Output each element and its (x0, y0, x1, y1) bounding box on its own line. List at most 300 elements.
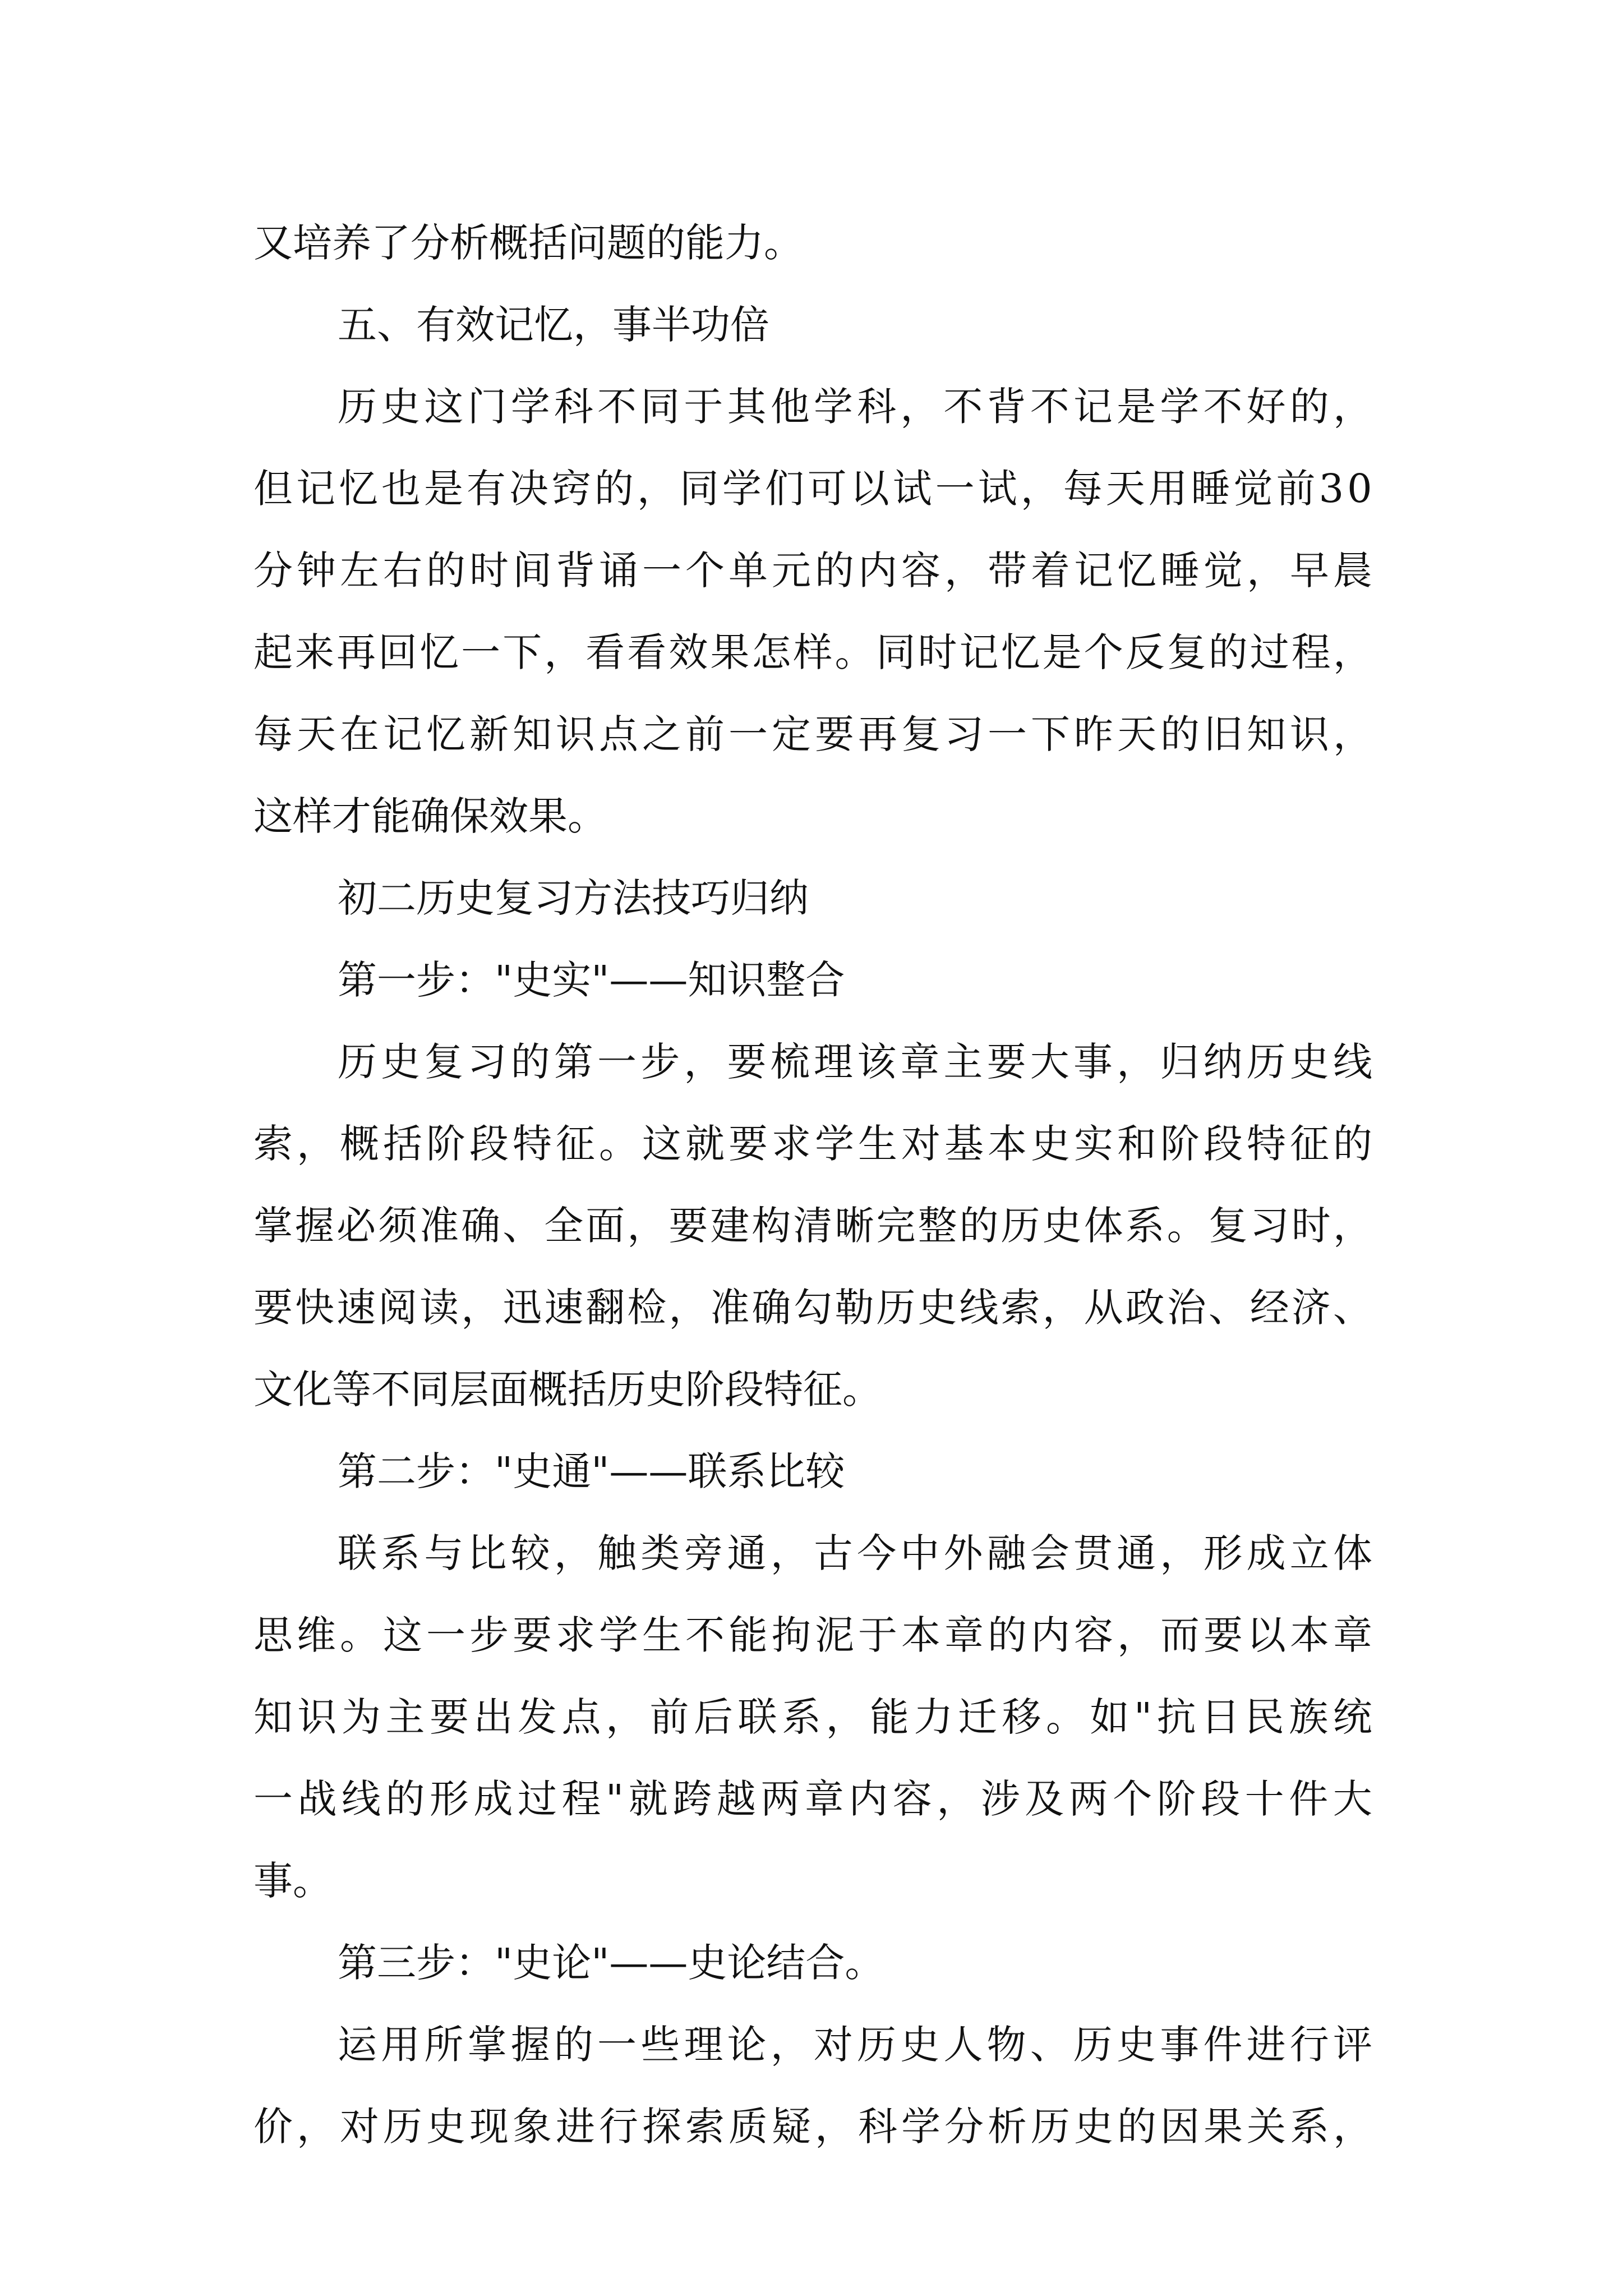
text-char: 人 (943, 2022, 983, 2068)
text-char: 些 (640, 2022, 680, 2068)
text-char: 大 (1030, 1039, 1069, 1085)
text-char: 两 (760, 1776, 800, 1822)
text-char: 勾 (793, 1285, 833, 1331)
text-char: 理 (684, 2022, 723, 2068)
text-line (253, 1021, 1372, 1103)
text-char: 能 (870, 1694, 909, 1740)
text-char: 不 (1030, 384, 1069, 430)
text-char: 学 (722, 466, 762, 512)
text-char: 生 (858, 1121, 897, 1167)
text-char: ， (770, 2022, 810, 2068)
text-char: 带 (988, 547, 1027, 593)
text-char: ， (1042, 1285, 1082, 1331)
text-char: 第 (554, 1039, 593, 1085)
text-char: 们 (764, 466, 804, 512)
text-char: 阅 (378, 1285, 418, 1331)
text-char: 的 (554, 2022, 593, 2068)
text-char: 要 (728, 1121, 768, 1167)
text-char: ， (1020, 466, 1060, 512)
text-char: ， (554, 1530, 593, 1576)
text-char: 程 (1291, 629, 1331, 675)
text-char: 十 (1244, 1776, 1284, 1822)
text-char: 时 (1291, 1203, 1331, 1249)
text-char: 必 (336, 1203, 376, 1249)
text-char: 括 (383, 1121, 422, 1167)
text-char: ， (606, 1694, 645, 1740)
text-char: 容 (1074, 1612, 1113, 1658)
text-char: 决 (509, 466, 548, 512)
text-char: 索 (1000, 1285, 1040, 1331)
text-char: 。 (1046, 1694, 1085, 1740)
text-char: 要 (430, 1694, 469, 1740)
text-char: ， (815, 2104, 854, 2150)
text-char: 治 (1166, 1285, 1206, 1331)
text-char: 历 (857, 2022, 897, 2068)
text-char: 翻 (585, 1285, 625, 1331)
text-line (253, 1676, 1372, 1758)
text-char: 下 (1031, 711, 1070, 757)
text-char: 进 (556, 2104, 595, 2150)
text-char: 对 (901, 1121, 940, 1167)
text-char: 两 (1068, 1776, 1108, 1822)
text-line (253, 1594, 1372, 1676)
text-char: 事 (1073, 1039, 1113, 1085)
text-char: 旧 (1204, 711, 1243, 757)
text-char: ， (297, 1121, 336, 1167)
text-char: 试 (978, 466, 1017, 512)
text-char: 如 (1090, 1694, 1129, 1740)
text-char: 历 (338, 384, 377, 430)
text-char: 史 (1289, 1039, 1329, 1085)
text-char: 记 (959, 629, 999, 675)
text-char: 论 (727, 2022, 767, 2068)
text-char: 同 (876, 629, 916, 675)
text-char: 的 (426, 547, 465, 593)
text-char: ， (637, 466, 676, 512)
text-char: 一 (935, 466, 975, 512)
text-char: 钟 (297, 547, 336, 593)
text-char: 线 (1332, 1039, 1372, 1085)
text-char: 经 (1249, 1285, 1289, 1331)
text-char: 、 (1208, 1285, 1248, 1331)
text-char: 可 (807, 466, 847, 512)
text-char: 定 (772, 711, 811, 757)
text-char: 不 (943, 384, 983, 430)
text-char: 读 (419, 1285, 459, 1331)
text-char: 对 (340, 2104, 379, 2150)
text-char: 的 (1208, 629, 1248, 675)
text-char: 而 (1160, 1612, 1200, 1658)
text-char: 识 (556, 711, 595, 757)
text-char: 右 (383, 547, 422, 593)
text-char: 过 (1249, 629, 1289, 675)
text-char: 阶 (426, 1121, 465, 1167)
text-char: 一 (728, 711, 768, 757)
text-char: 和 (1117, 1121, 1156, 1167)
text-char: 间 (513, 547, 552, 593)
text-char: 基 (944, 1121, 984, 1167)
text-char: 时 (917, 629, 957, 675)
text-char: 概 (340, 1121, 379, 1167)
text-char: 线 (959, 1285, 999, 1331)
text-char: 怎 (751, 629, 791, 675)
text-char: 忆 (1000, 629, 1040, 675)
text-char: 一 (988, 711, 1027, 757)
text-char: 这 (642, 1121, 681, 1167)
text-char: 要 (727, 1039, 767, 1085)
text-char: ， (1117, 1039, 1156, 1085)
text-char: 准 (710, 1285, 750, 1331)
text-char: 昨 (1074, 711, 1113, 757)
text-char: 出 (473, 1694, 513, 1740)
text-char: ， (1117, 1612, 1156, 1658)
text-char: 维 (297, 1612, 336, 1658)
text-char: 、 (1030, 2022, 1069, 2068)
text-char: 以 (1247, 1612, 1286, 1658)
text-char: 梳 (770, 1039, 810, 1085)
text-char: 是 (423, 466, 463, 512)
text-char: 章 (1333, 1612, 1372, 1658)
text-char: 确 (461, 1203, 501, 1249)
text-char: 内 (1031, 1612, 1070, 1658)
text-char: 关 (1247, 2104, 1286, 2150)
text-char: 要 (815, 711, 854, 757)
text-char: 求 (556, 1612, 595, 1658)
text-line (253, 366, 1372, 448)
text-char: 一 (597, 1039, 637, 1085)
text-char: 历 (1073, 2022, 1113, 2068)
text-char: 能 (728, 1612, 768, 1658)
text-char: 史 (1117, 2022, 1156, 2068)
text-char: 征 (1290, 1121, 1329, 1167)
text-char: 来 (295, 629, 335, 675)
text-char: 立 (1289, 1530, 1329, 1576)
text-char: 忆 (1117, 547, 1156, 593)
text-char: 就 (685, 1121, 725, 1167)
text-char: 史 (1031, 1121, 1070, 1167)
text-char: 历 (383, 2104, 422, 2150)
text-line: 五、有效记忆，事半功倍 (338, 302, 769, 348)
text-char: 用 (1148, 466, 1188, 512)
text-char: 不 (597, 384, 637, 430)
text-char: 习 (944, 711, 984, 757)
text-char: 历 (1000, 1203, 1040, 1249)
text-char: 睡 (1191, 466, 1230, 512)
text-char: 统 (1332, 1694, 1372, 1740)
text-char: 一 (461, 629, 501, 675)
text-char: ， (1333, 2104, 1372, 2150)
text-char: 拘 (772, 1612, 811, 1658)
text-char: 用 (381, 2022, 421, 2068)
text-char: 点 (599, 711, 638, 757)
text-char: 本 (988, 1121, 1027, 1167)
text-char: 涉 (980, 1776, 1020, 1822)
text-char: 学 (815, 1121, 854, 1167)
text-line: 这样才能确保效果。 (253, 793, 607, 839)
text-char: 学 (901, 2104, 940, 2150)
text-char: 史 (1074, 2104, 1113, 2150)
text-char: 记 (1073, 384, 1113, 430)
text-char: 之 (642, 711, 681, 757)
text-line: 第二步："史通"——联系比较 (338, 1448, 845, 1494)
text-char: ， (1247, 547, 1286, 593)
text-char: 。 (340, 1612, 379, 1658)
text-char: 容 (901, 547, 940, 593)
text-char: 知 (253, 1694, 293, 1740)
text-char: 复 (1166, 629, 1206, 675)
text-char: 掌 (467, 2022, 507, 2068)
text-char: 全 (544, 1203, 584, 1249)
text-char: ， (297, 2104, 336, 2150)
text-char: 于 (684, 384, 723, 430)
text-char: 是 (1042, 629, 1082, 675)
text-char: 历 (1031, 2104, 1070, 2150)
text-char: 的 (1289, 384, 1329, 430)
text-char: 物 (986, 2022, 1026, 2068)
text-char: 评 (1332, 2022, 1372, 2068)
text-char: 较 (510, 1530, 550, 1576)
text-char: 比 (467, 1530, 507, 1576)
text-char: 一 (642, 547, 681, 593)
text-char: 的 (988, 1612, 1027, 1658)
text-char: 科 (554, 384, 593, 430)
text-char: 天 (1105, 466, 1145, 512)
text-char: 融 (986, 1530, 1026, 1576)
text-char: 前 (1276, 466, 1316, 512)
text-char: 以 (850, 466, 889, 512)
text-char: 族 (1289, 1694, 1329, 1740)
text-char: 背 (986, 384, 1026, 430)
text-char: 步 (640, 1039, 680, 1085)
text-char: 泥 (815, 1612, 854, 1658)
text-char: 主 (385, 1694, 425, 1740)
text-line (253, 611, 1372, 693)
text-char: 越 (716, 1776, 756, 1822)
text-char: 抗 (1156, 1694, 1196, 1740)
text-char: " (606, 1776, 624, 1822)
text-line: 文化等不同层面概括历史阶段特征。 (253, 1366, 882, 1412)
text-char: 联 (338, 1530, 377, 1576)
text-char: 习 (467, 1039, 507, 1085)
text-char: 效 (668, 629, 708, 675)
text-char: 章 (804, 1776, 844, 1822)
text-char: 民 (1244, 1694, 1284, 1740)
text-char: 果 (1204, 2104, 1243, 2150)
text-char: 本 (901, 1612, 940, 1658)
text-char: 内 (849, 1776, 888, 1822)
text-char: 联 (737, 1694, 777, 1740)
text-char: 要 (513, 1612, 552, 1658)
text-char: 的 (1117, 2104, 1156, 2150)
text-char: 同 (640, 384, 680, 430)
text-char: 中 (900, 1530, 940, 1576)
text-char: 运 (338, 2022, 377, 2068)
text-char: 整 (917, 1203, 957, 1249)
text-char: 类 (640, 1530, 680, 1576)
text-char: 分 (253, 547, 293, 593)
text-char: 个 (1083, 629, 1123, 675)
text-char: 的 (959, 1203, 999, 1249)
text-line: 事。 (253, 1858, 332, 1904)
text-char: 记 (1074, 547, 1113, 593)
text-char: 一 (253, 1776, 293, 1822)
text-char: 学 (510, 384, 550, 430)
text-char: 形 (430, 1776, 469, 1822)
text-char: 有 (466, 466, 506, 512)
text-char: 学 (599, 1612, 638, 1658)
text-char: 就 (628, 1776, 668, 1822)
text-char: 古 (813, 1530, 853, 1576)
text-char: 形 (1203, 1530, 1243, 1576)
text-char: 0 (1347, 466, 1372, 512)
text-char: 忆 (338, 466, 378, 512)
text-char: 知 (1247, 711, 1286, 757)
text-char: 成 (1246, 1530, 1286, 1576)
text-char: 政 (1125, 1285, 1165, 1331)
text-char: 3 (1318, 466, 1344, 512)
text-char: 行 (599, 2104, 638, 2150)
text-char: 个 (1113, 1776, 1152, 1822)
text-char: 索 (685, 2104, 725, 2150)
text-char: 记 (296, 466, 335, 512)
text-char: 历 (876, 1285, 916, 1331)
text-char: 握 (295, 1203, 335, 1249)
text-char: 着 (1031, 547, 1070, 593)
text-char: 这 (383, 1612, 422, 1658)
text-char: 段 (469, 1121, 509, 1167)
text-char: 清 (793, 1203, 833, 1249)
text-char: 面 (585, 1203, 625, 1249)
text-char: 内 (858, 547, 897, 593)
text-char: ， (627, 1203, 667, 1249)
text-char: 件 (1203, 2022, 1243, 2068)
text-char: 。 (1166, 1203, 1206, 1249)
text-char: 史 (900, 2022, 940, 2068)
text-char: 新 (469, 711, 509, 757)
text-char: 析 (988, 2104, 1027, 2150)
text-char: ， (544, 629, 584, 675)
text-char: 探 (642, 2104, 681, 2150)
text-char: 。 (599, 1121, 638, 1167)
text-char: 阶 (1156, 1776, 1196, 1822)
text-line: 初二历史复习方法技巧归纳 (338, 875, 809, 921)
text-char: 天 (297, 711, 336, 757)
text-char: 勒 (834, 1285, 874, 1331)
text-line (253, 693, 1372, 775)
text-char: 要 (253, 1285, 293, 1331)
text-char: 历 (1246, 1039, 1286, 1085)
text-char: 一 (426, 1612, 465, 1658)
text-char: 要 (668, 1203, 708, 1249)
text-char: 该 (857, 1039, 897, 1085)
text-char: 同 (679, 466, 719, 512)
text-char: 征 (556, 1121, 595, 1167)
text-char: 系 (782, 1694, 821, 1740)
text-char: 外 (943, 1530, 983, 1576)
text-char: 识 (1290, 711, 1329, 757)
text-char: ， (1333, 711, 1372, 757)
text-char: 进 (1246, 2022, 1286, 2068)
text-char: 特 (1247, 1121, 1286, 1167)
text-char: 发 (518, 1694, 557, 1740)
text-char: 速 (544, 1285, 584, 1331)
text-char: 对 (813, 2022, 853, 2068)
text-char: 体 (1332, 1530, 1372, 1576)
text-char: ， (1332, 1203, 1372, 1249)
text-char: 的 (1160, 711, 1200, 757)
text-char: 左 (340, 547, 379, 593)
text-char: ， (461, 1285, 501, 1331)
text-char: 迅 (502, 1285, 542, 1331)
text-char: 史 (917, 1285, 957, 1331)
text-char: 过 (518, 1776, 557, 1822)
text-char: 睡 (1160, 547, 1200, 593)
text-char: 本 (1290, 1612, 1329, 1658)
text-char: ， (1160, 1530, 1200, 1576)
text-char: 要 (986, 1039, 1026, 1085)
text-char: 归 (1160, 1039, 1200, 1085)
text-char: 诵 (599, 547, 638, 593)
text-char: 反 (1125, 629, 1165, 675)
text-char: 章 (900, 1039, 940, 1085)
text-char: 纳 (1203, 1039, 1243, 1085)
text-char: 价 (253, 2104, 293, 2150)
text-char: 掌 (253, 1203, 293, 1249)
text-char: 好 (1246, 384, 1286, 430)
text-char: 战 (297, 1776, 337, 1822)
text-char: 今 (857, 1530, 897, 1576)
text-char: 个 (685, 547, 725, 593)
text-char: 觉 (1233, 466, 1273, 512)
text-line (253, 1185, 1372, 1267)
text-char: 段 (1204, 1121, 1243, 1167)
text-char: 系 (1290, 2104, 1329, 2150)
text-char: 构 (751, 1203, 791, 1249)
text-char: 完 (876, 1203, 916, 1249)
text-char: 准 (419, 1203, 459, 1249)
text-char: 回 (378, 629, 418, 675)
text-char: 触 (597, 1530, 637, 1576)
text-char: ， (900, 384, 940, 430)
text-char: 元 (772, 547, 811, 593)
text-char: 再 (336, 629, 376, 675)
text-char: 移 (1002, 1694, 1041, 1740)
text-char: 再 (858, 711, 897, 757)
text-line (253, 1103, 1372, 1185)
text-char: 力 (914, 1694, 953, 1740)
text-char: 、 (1332, 1285, 1372, 1331)
text-char: 的 (815, 547, 854, 593)
text-char: ， (937, 1776, 976, 1822)
text-char: 体 (1083, 1203, 1123, 1249)
text-char: 史 (426, 2104, 465, 2150)
text-char: 通 (727, 1530, 767, 1576)
text-char: 忆 (419, 629, 459, 675)
text-char: 的 (510, 1039, 550, 1085)
text-char: 生 (642, 1612, 681, 1658)
text-char: 容 (892, 1776, 932, 1822)
text-char: 要 (1204, 1612, 1243, 1658)
text-line: 第一步："史实"——知识整合 (338, 957, 845, 1003)
text-char: 件 (1289, 1776, 1329, 1822)
text-char: 科 (857, 384, 897, 430)
text-char: 检 (627, 1285, 667, 1331)
text-char: 样 (793, 629, 833, 675)
text-char: 索 (253, 1121, 293, 1167)
text-char: 速 (336, 1285, 376, 1331)
text-char: 背 (556, 547, 595, 593)
text-line (253, 2004, 1372, 2086)
